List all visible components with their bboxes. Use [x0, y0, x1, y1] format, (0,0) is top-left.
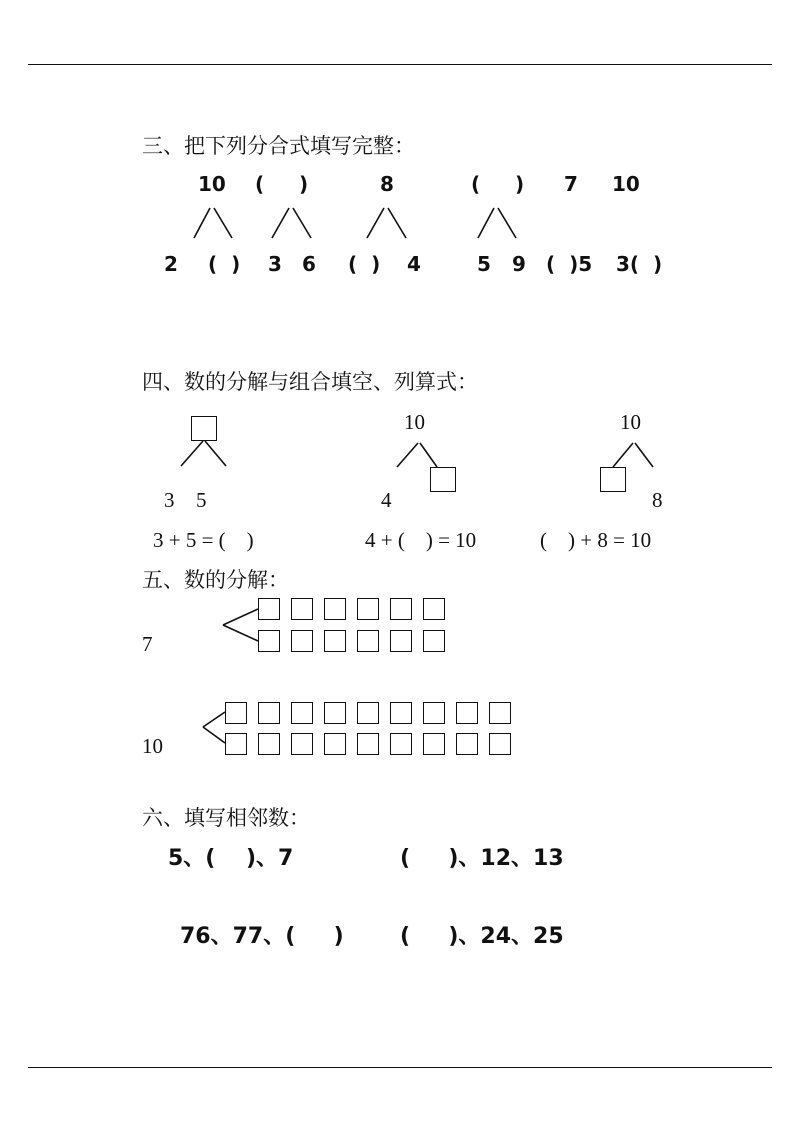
tree-2-top-blank: ( )	[255, 172, 309, 196]
decompose-number-10: 10	[142, 734, 163, 758]
answer-box	[390, 598, 412, 620]
answer-box	[258, 733, 280, 755]
tree-c-right: 8	[652, 488, 663, 512]
answer-box	[456, 702, 478, 724]
answer-box	[291, 733, 313, 755]
tree-3-top: 8	[380, 172, 394, 196]
equation-b: 4 + ( ) = 10	[365, 528, 477, 552]
answer-box	[291, 630, 313, 652]
equation-a: 3 + 5 = ( )	[153, 528, 254, 552]
answer-box	[258, 702, 280, 724]
section-3-title: 三、把下列分合式填写完整：	[142, 134, 415, 158]
answer-box	[324, 598, 346, 620]
answer-box	[357, 733, 379, 755]
tree-a-left: 3	[164, 488, 175, 512]
tree-1-right-blank: ( )	[208, 252, 241, 276]
tree-2-right: 6	[302, 252, 316, 276]
answer-box	[357, 598, 379, 620]
answer-box	[291, 702, 313, 724]
tree-3-left-blank: ( )	[348, 252, 381, 276]
tree-3-right: 4	[407, 252, 421, 276]
neighbor-item-4: ( )、24、25	[400, 924, 564, 949]
extra-2-top: 10	[612, 172, 640, 196]
answer-box	[489, 702, 511, 724]
answer-box	[225, 702, 247, 724]
extra-2-bottom: 3( )	[616, 252, 663, 276]
tree-a-right: 5	[196, 488, 207, 512]
answer-box	[390, 630, 412, 652]
tree-4-left: 5	[477, 252, 491, 276]
answer-box	[489, 733, 511, 755]
section-4-title: 四、数的分解与组合填空、列算式：	[142, 370, 478, 394]
answer-box	[423, 630, 445, 652]
extra-1-bottom: ( )5	[546, 252, 593, 276]
neighbor-item-2: ( )、12、13	[400, 846, 564, 871]
answer-box	[430, 467, 456, 492]
answer-box	[390, 733, 412, 755]
decompose-number-7: 7	[142, 632, 153, 656]
equation-c: ( ) + 8 = 10	[540, 528, 652, 552]
answer-box	[456, 733, 478, 755]
answer-box	[258, 598, 280, 620]
section-6-title: 六、填写相邻数：	[142, 806, 310, 830]
answer-box	[357, 702, 379, 724]
answer-box	[324, 702, 346, 724]
tree-c-top: 10	[620, 410, 641, 434]
extra-1-top: 7	[564, 172, 578, 196]
tree-2-left: 3	[268, 252, 282, 276]
answer-box	[423, 702, 445, 724]
tree-b-left: 4	[381, 488, 392, 512]
answer-box	[600, 467, 626, 492]
tree-1-left: 2	[164, 252, 178, 276]
neighbor-item-1: 5、( )、7	[168, 846, 294, 871]
answer-box	[390, 702, 412, 724]
tree-4-right: 9	[512, 252, 526, 276]
answer-box	[225, 733, 247, 755]
tree-b-top: 10	[404, 410, 425, 434]
answer-box	[191, 416, 217, 441]
tree-4-top-blank: ( )	[471, 172, 525, 196]
answer-box	[357, 630, 379, 652]
answer-box	[423, 733, 445, 755]
tree-1-top: 10	[198, 172, 226, 196]
answer-box	[324, 630, 346, 652]
answer-box	[258, 630, 280, 652]
answer-box	[324, 733, 346, 755]
neighbor-item-3: 76、77、( )	[180, 924, 344, 949]
answer-box	[291, 598, 313, 620]
section-5-title: 五、数的分解：	[142, 568, 289, 592]
answer-box	[423, 598, 445, 620]
